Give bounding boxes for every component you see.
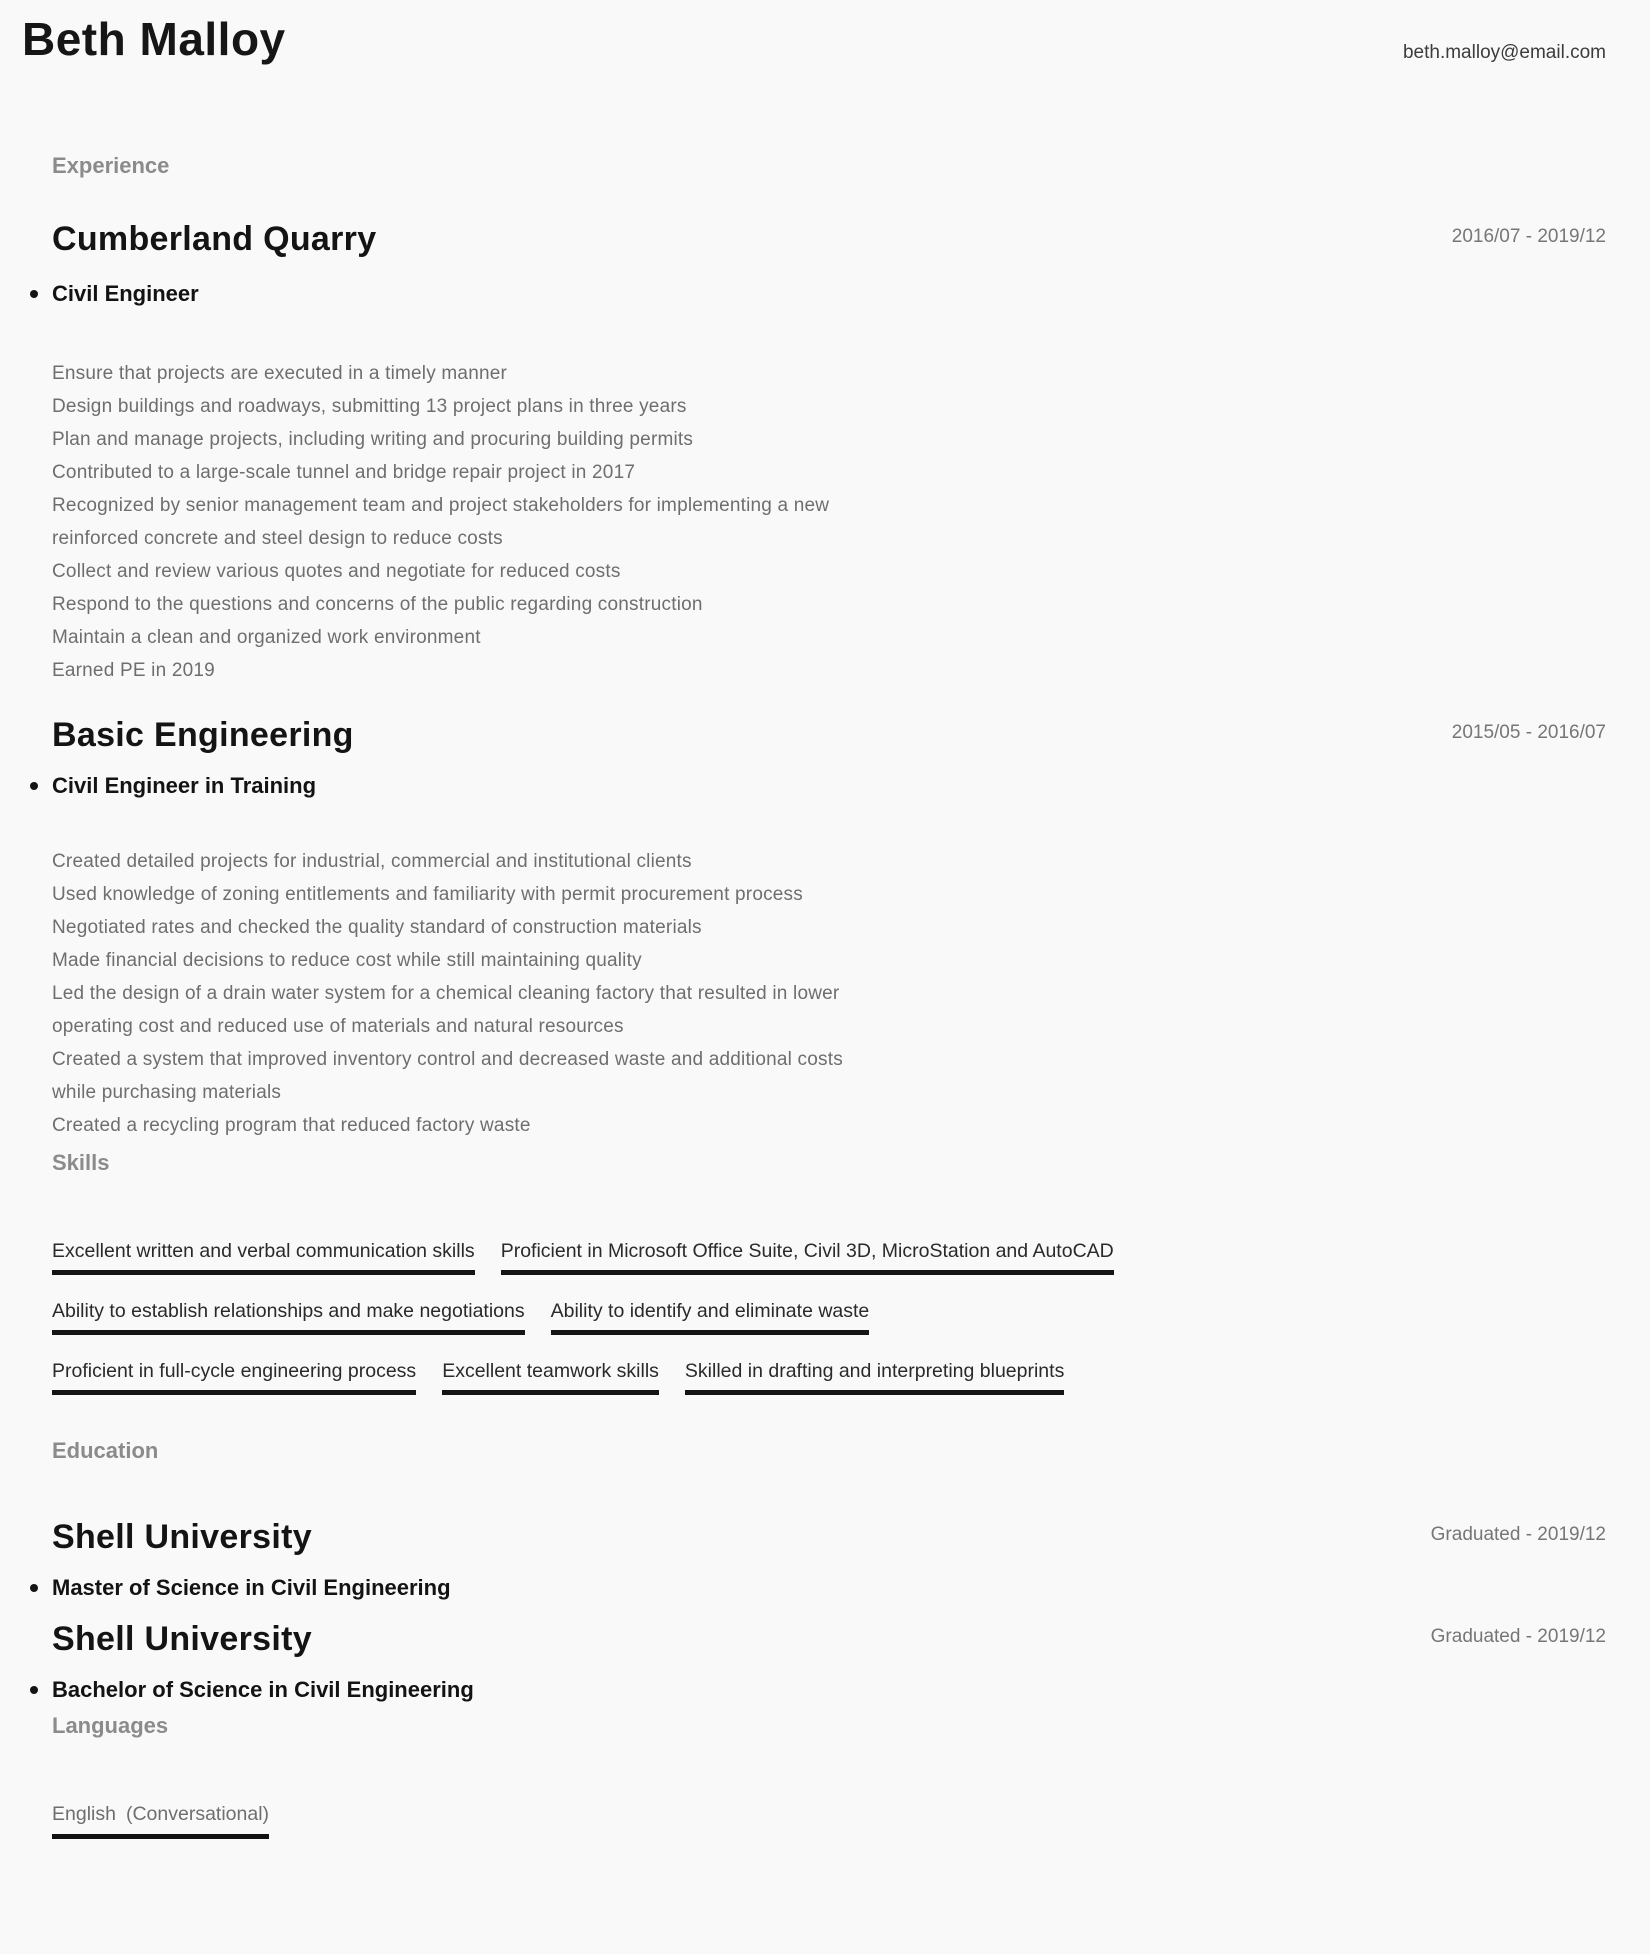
description-line: Negotiated rates and checked the quality standard of construction materials xyxy=(52,917,702,938)
degree-row xyxy=(30,1677,1606,1703)
skill-item: Proficient in Microsoft Office Suite, Civil 3D, MicroStation and AutoCAD xyxy=(501,1240,1114,1275)
description-line: Collect and review various quotes and negotiate for reduced costs xyxy=(52,561,621,582)
languages-list xyxy=(52,1739,1606,1839)
language-name: English xyxy=(52,1803,116,1825)
skill-item: Ability to identify and eliminate waste xyxy=(551,1300,870,1335)
job-dates: 2015/05 - 2016/07 xyxy=(1451,722,1606,743)
description-line: Earned PE in 2019 xyxy=(52,660,215,681)
description-line: Created a recycling program that reduced factory waste xyxy=(52,1115,531,1136)
description-line: Contributed to a large-scale tunnel and bridge repair project in 2017 xyxy=(52,462,636,483)
job-description xyxy=(52,845,1606,1142)
education-entry-header xyxy=(52,1515,1606,1559)
skill-item: Skilled in drafting and interpreting blueprints xyxy=(685,1360,1064,1395)
job-role-row xyxy=(30,281,1606,307)
description-line: Created a system that improved inventory control and decreased waste and additional costs xyxy=(52,1049,843,1070)
language-item xyxy=(52,1803,269,1839)
description-line: operating cost and reduced use of materials and natural resources xyxy=(52,1016,624,1037)
description-line: Led the design of a drain water system for a chemical cleaning factory that resulted in lower xyxy=(52,983,840,1004)
bullet-icon xyxy=(30,782,38,790)
job-dates: 2016/07 - 2019/12 xyxy=(1451,226,1606,247)
email-address: beth.malloy@email.com xyxy=(1402,42,1606,63)
job-role-title: Civil Engineer xyxy=(52,281,199,306)
description-line: Maintain a clean and organized work environment xyxy=(52,627,481,648)
description-line: reinforced concrete and steel design to reduce costs xyxy=(52,528,503,549)
skill-item: Excellent written and verbal communication skills xyxy=(52,1240,475,1275)
description-line: Created detailed projects for industrial, commercial and institutional clients xyxy=(52,851,692,872)
school-name: Shell University xyxy=(52,1620,312,1658)
resume-header xyxy=(0,0,1650,67)
graduation-dates: Graduated - 2019/12 xyxy=(1430,1524,1606,1545)
description-line: Plan and manage projects, including writing and procuring building permits xyxy=(52,429,694,450)
bullet-icon xyxy=(30,1584,38,1592)
job-role-title: Civil Engineer in Training xyxy=(52,773,317,798)
job-entry-header xyxy=(52,217,1606,261)
degree-row xyxy=(30,1575,1606,1601)
skills-list xyxy=(52,1240,1606,1395)
section-label-languages: Languages xyxy=(52,1713,169,1738)
company-name: Cumberland Quarry xyxy=(52,220,377,258)
job-role-row xyxy=(30,773,1606,799)
description-line: Design buildings and roadways, submitting 13 project plans in three years xyxy=(52,396,687,417)
description-line: Ensure that projects are executed in a timely manner xyxy=(52,363,508,384)
degree-title: Bachelor of Science in Civil Engineering xyxy=(52,1677,474,1702)
description-line: while purchasing materials xyxy=(52,1082,282,1103)
graduation-dates: Graduated - 2019/12 xyxy=(1430,1626,1606,1647)
school-name: Shell University xyxy=(52,1518,312,1556)
education-entry-header xyxy=(52,1617,1606,1661)
description-line: Used knowledge of zoning entitlements and familiarity with permit procurement process xyxy=(52,884,803,905)
section-label-skills: Skills xyxy=(52,1150,110,1175)
skill-item: Proficient in full-cycle engineering process xyxy=(52,1360,416,1395)
description-line: Recognized by senior management team and project stakeholders for implementing a new xyxy=(52,495,830,516)
description-line: Made financial decisions to reduce cost while still maintaining quality xyxy=(52,950,642,971)
person-name: Beth Malloy xyxy=(22,13,286,65)
section-label-experience: Experience xyxy=(52,153,170,178)
skills-row xyxy=(52,1300,869,1335)
skill-item: Excellent teamwork skills xyxy=(442,1360,659,1395)
language-level: (Conversational) xyxy=(125,1803,270,1825)
skills-row xyxy=(52,1240,1114,1275)
bullet-icon xyxy=(30,1686,38,1694)
job-description xyxy=(52,357,1606,687)
resume-body xyxy=(0,153,1650,1839)
bullet-icon xyxy=(30,290,38,298)
section-label-education: Education xyxy=(52,1438,159,1463)
company-name: Basic Engineering xyxy=(52,716,354,754)
job-entry-header xyxy=(52,713,1606,757)
description-line: Respond to the questions and concerns of the public regarding construction xyxy=(52,594,703,615)
degree-title: Master of Science in Civil Engineering xyxy=(52,1575,451,1600)
skill-item: Ability to establish relationships and make negotiations xyxy=(52,1300,525,1335)
skills-row xyxy=(52,1360,1064,1395)
